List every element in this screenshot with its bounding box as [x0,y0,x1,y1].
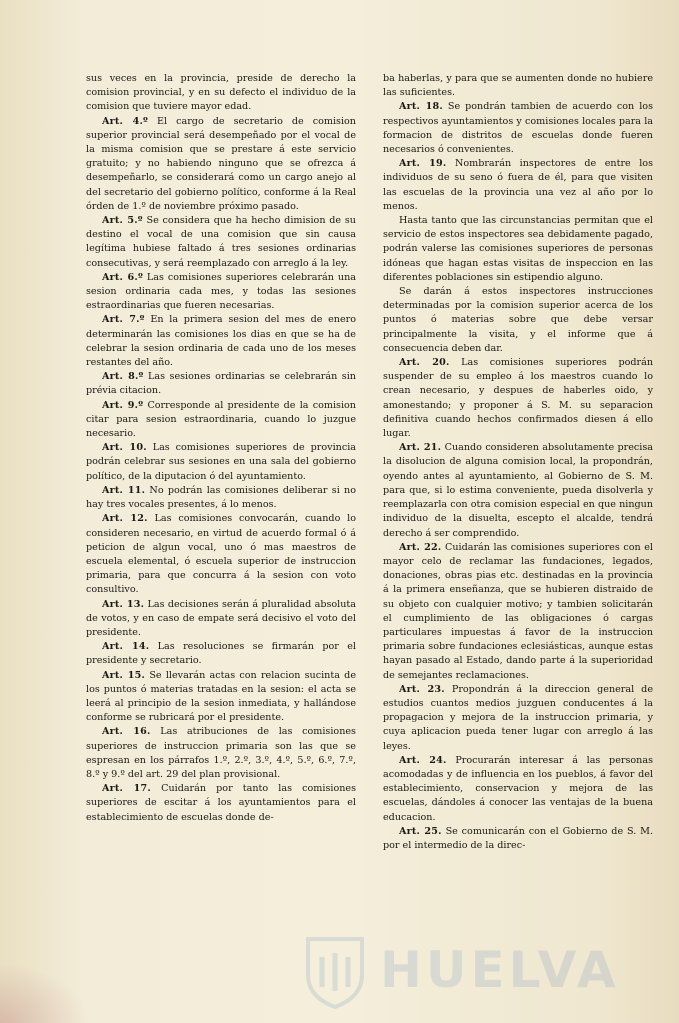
article-label: Art. 20. [399,357,450,369]
paragraph [86,441,356,484]
paragraph [383,356,653,441]
right-column [383,72,653,853]
article-label: Art. 18. [399,101,443,113]
diputacion-seal-icon [300,935,370,1010]
article-text: Las comisiones superiores celebrarán una sesion ordinaria cada mes, y todas las sesiones estraordinarias que fueren necesarias. [86,271,356,312]
article-label: Art. 25. [399,825,442,837]
article-label: Art. 10. [102,442,147,454]
article-text: Se llevarán actas con relacion sucinta de los puntos ó materias tratadas en la sesion: el acta se leerá al principio de la sesion inmediata, y hallándose conforme se rubricará por el presidente. [86,669,356,724]
article-label: Art. 5.º [102,215,143,227]
paragraph [86,214,356,271]
article-text: Corresponde al presidente de la comision citar para sesion estraordinaria, cuando lo juzgue necesario. [86,399,356,440]
article-text: Se considera que ha hecho dimision de su destino el vocal de una comision que sin causa legítima hubiese faltado á tres sesiones ordinarias consecutivas, y será reemplazado con arreglo á la ley. [86,215,356,269]
paragraph [86,669,356,726]
paragraph [86,782,356,825]
article-text: Las comisiones convocarán, cuando lo consideren necesario, en virtud de acuerdo formal ó á peticion de algun vocal, uno ó mas maestros de escuela elemental, ó escuela superior de instruccion primaria, para que concurra á la sesion con voto consultivo. [86,513,356,596]
article-text: ba haberlas, y para que se aumenten donde no hubiere las suficientes. [383,73,653,99]
article-label: Art. 7.º [102,314,145,326]
watermark-text: HUELVA [380,941,620,999]
article-text: Las sesiones ordinarias se celebrarán sin prévia citacion. [86,371,356,397]
article-label: Art. 15. [102,669,146,681]
paragraph [383,214,653,285]
paragraph [383,754,653,825]
paragraph [383,72,653,100]
article-text: Se darán á estos inspectores instrucciones determinadas por la comision superior acerca de los puntos ó materias sobre que debe versar principalmente la visita, y el informe que á consecuencia deben dar. [383,286,653,354]
paragraph [86,271,356,314]
article-text: Las comisiones superiores podrán suspender de su empleo á los maestros cuando lo crean necesario, y despues de haberles oido, y amonestando; y proponer á S. M. su separacion definitiva cuando hechos confirmados diesen á ello lugar. [383,357,653,440]
article-label: Art. 12. [102,513,148,525]
article-label: Art. 16. [102,726,151,738]
paragraph [86,512,356,597]
paragraph [86,484,356,512]
paragraph [86,598,356,641]
paragraph [383,100,653,157]
paragraph [86,370,356,398]
paragraph [383,441,653,540]
article-label: Art. 8.º [102,371,144,383]
article-text: Se pondrán tambien de acuerdo con los respectivos ayuntamientos y comisiones locales para la formacion de distritos de escuelas donde fueren necesarios ó convenientes. [383,101,653,156]
paragraph [383,541,653,683]
article-label: Art. 4.º [102,115,148,127]
article-text: Cuidarán las comisiones superiores con el mayor celo de reclamar las fundaciones, legados, donaciones, obras pias etc. destinadas en la provincia á la primera enseñanza, que se hubieren distraido de su objeto con cualquier motivo; y tambien solicitarán el cumplimiento de las obligaciones ó cargas particulares impuestas á favor de la instruccion primaria sobre fundaciones eclesiásticas, aunque estas hayan pasado al Estado, dando parte á la superioridad de semejantes reclamaciones. [383,541,653,681]
paragraph [383,683,653,754]
article-label: Art. 24. [399,754,447,766]
article-text: En la primera sesion del mes de enero determinarán las comisiones los dias en que se ha de celebrar la sesion ordinaria de cada uno de los meses restantes del año. [86,314,356,369]
article-text: No podrán las comisiones deliberar si no hay tres vocales presentes, á lo menos. [86,484,356,511]
paragraph [86,313,356,370]
paragraph [383,825,653,853]
article-text: Propondrán á la direccion general de estudios cuantos medios juzguen conducentes á la propagacion y mejora de la instruccion primaria, y cuya aplicacion pueda tener lugar con arreglo á las leyes. [383,683,653,752]
article-text: Las comisiones superiores de provincia podrán celebrar sus sesiones en una sala del gobierno político, de la diputacion ó del ayuntamiento. [86,442,356,482]
article-label: Art. 19. [399,158,447,170]
article-text: Cuando consideren absolutamente precisa la disolucion de alguna comision local, la propondrán, oyendo antes al ayuntamiento, al Gobierno de S. M. para que, si lo estima conveniente, pueda disolverla y reemplazarla con otra comision especial en que ningun individuo de la disuelta, escepto el alcalde, tendrá derecho á ser comprendido. [383,442,653,539]
paragraph [383,285,653,356]
article-label: Art. 22. [399,541,442,553]
article-label: Art. 6.º [102,271,143,283]
article-text: Procurarán interesar á las personas acomodadas y de influencia en los pueblos, á favor del establecimiento, conservacion y mejora de las escuelas, dándoles á conocer las ventajas de la buena educacion. [383,754,653,823]
article-label: Art. 13. [102,598,145,610]
left-column [86,72,356,825]
article-text: Las resoluciones se firmarán por el presidente y secretario. [86,641,356,667]
paragraph [86,72,356,115]
article-text: Se comunicarán con el Gobierno de S. M. por el intermedio de la direc- [383,825,653,851]
paragraph [86,640,356,668]
article-text: Las decisiones serán á pluralidad absoluta de votos, y en caso de empate será decisivo el voto del presidente. [86,598,356,638]
watermark [300,935,660,1010]
article-label: Art. 23. [399,683,445,695]
article-label: Art. 14. [102,641,150,653]
paragraph [86,399,356,442]
article-text: Nombrarán inspectores de entre los individuos de su seno ó fuera de él, para que visiten las escuelas de la provincia una vez al año por lo menos. [383,158,654,212]
article-text: sus veces en la provincia, preside de derecho la comision provincial, y en su defecto el individuo de la comision que tuviere mayor edad. [86,73,356,113]
article-label: Art. 11. [102,484,146,496]
article-label: Art. 17. [102,783,151,795]
paragraph [86,115,356,214]
article-text: Las atribuciones de las comisiones superiores de instruccion primaria son las que se espresan en los párrafos 1.º, 2.º, 3.º, 4.º, 5.º, 6.º, 7.º, 8.º y 9.º del art. 29 del plan provisional. [86,726,356,780]
article-text: Hasta tanto que las circunstancias permitan que el servicio de estos inspectores sea debidamente pagado, podrán valerse las comisiones superiores de personas idóneas que hagan estas visitas de inspeccion en las diferentes poblaciones sin estipendio alguno. [383,215,653,283]
article-text: El cargo de secretario de comision superior provincial será desempeñado por el vocal de la misma comision que se prestare á este servicio gratuito; y no habiendo ninguno que se ofrezca á desempeñarlo, se considerará como un cargo anejo al del secretario del gobierno político, conforme á la Real órden de 1.º de noviembre próximo pasado. [86,115,356,212]
paragraph [383,157,653,214]
article-label: Art. 21. [399,442,442,454]
article-text: Cuidarán por tanto las comisiones superiores de escitar á los ayuntamientos para el establecimiento de escuelas donde de- [86,783,356,823]
paragraph [86,725,356,782]
paper-stain [0,963,90,1023]
article-label: Art. 9.º [102,399,144,411]
